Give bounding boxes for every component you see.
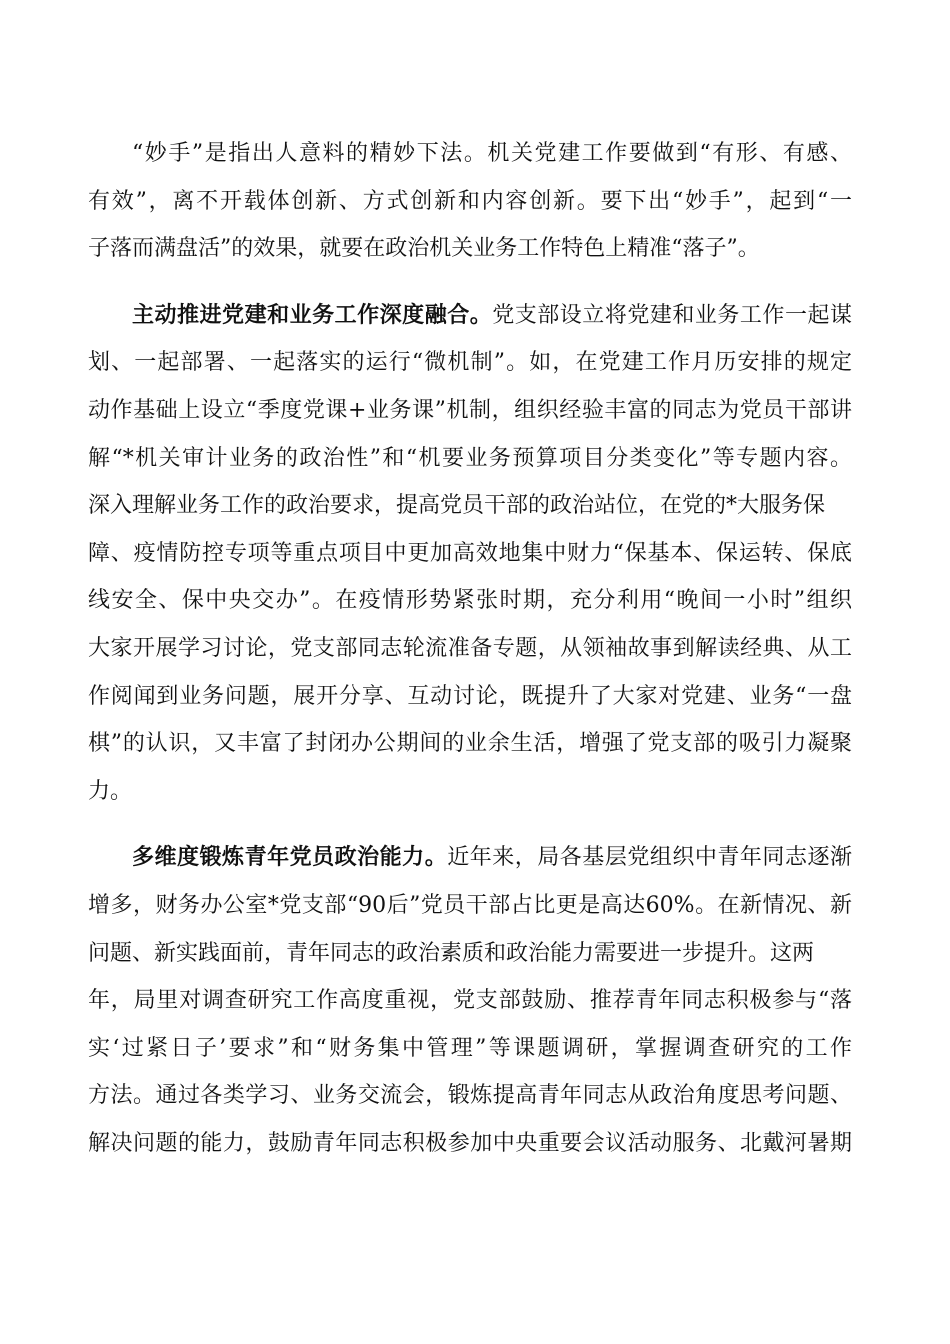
paragraph-line: 解决问题的能力，鼓励青年同志积极参加中央重要会议活动服务、北戴河暑期 [88,1130,852,1156]
paragraph-line: 划、一起部署、一起落实的运行“微机制”。如，在党建工作月历安排的规定 [88,350,852,376]
paragraph-first-line [88,292,852,340]
paragraph-youth [88,834,852,1167]
paragraph-line: 大家开展学习讨论，党支部同志轮流准备专题，从领袖故事到解读经典、从工 [88,635,852,661]
paragraph-heading: 多维度锻炼青年党员政治能力。 [132,845,448,871]
paragraph-line: 棋”的认识，又丰富了封闭办公期间的业余生活，增强了党支部的吸引力凝聚 [88,731,852,757]
paragraph-line: “妙手”是指出人意料的精妙下法。机关党建工作要做到“有形、有感、 [132,141,852,166]
paragraph-line: 作阅闻到业务问题，展开分享、互动讨论，既提升了大家对党建、业务“一盘 [88,683,852,709]
paragraph-intro [88,130,852,273]
paragraph-line: 动作基础上设立“季度党课+业务课”机制，组织经验丰富的同志为党员干部讲 [88,397,852,423]
paragraph-line: 解“*机关审计业务的政治性”和“机要业务预算项目分类变化”等专题内容。 [88,445,852,471]
document-body [88,130,852,1167]
paragraph-line: 障、疫情防控专项等重点项目中更加高效地集中财力“保基本、保运转、保底 [88,540,852,566]
paragraph-text: 党支部设立将党建和业务工作一起谋 [492,302,852,328]
paragraph-line: 方法。通过各类学习、业务交流会，锻炼提高青年同志从政治角度思考问题、 [88,1083,852,1109]
paragraph-line: 实‘过紧日子’要求”和“财务集中管理”等课题调研，掌握调查研究的工作 [88,1035,852,1061]
paragraph-line: 有效”，离不开载体创新、方式创新和内容创新。要下出“妙手”，起到“一 [88,188,852,214]
paragraph-integration [88,292,852,816]
paragraph-heading: 主动推进党建和业务工作深度融合。 [132,302,493,328]
paragraph-line: 线安全、保中央交办”。在疫情形势紧张时期，充分利用“晚间一小时”组织 [88,588,852,614]
paragraph-text: 近年来，局各基层党组织中青年同志逐渐 [447,845,852,871]
paragraph-line: 增多，财务办公室*党支部“90后”党员干部占比更是高达60%。在新情况、新 [88,892,852,918]
paragraph-first-line [88,834,852,882]
paragraph-line: 问题、新实践面前，青年同志的政治素质和政治能力需要进一步提升。这两 [88,940,815,966]
paragraph-line: 深入理解业务工作的政治要求，提高党员干部的政治站位，在党的*大服务保 [88,493,826,519]
paragraph-line: 年，局里对调查研究工作高度重视，党支部鼓励、推荐青年同志积极参与“落 [88,988,852,1014]
paragraph-line: 子落而满盘活”的效果，就要在政治机关业务工作特色上精准“落子”。 [88,236,760,262]
paragraph-line: 力。 [88,778,133,804]
